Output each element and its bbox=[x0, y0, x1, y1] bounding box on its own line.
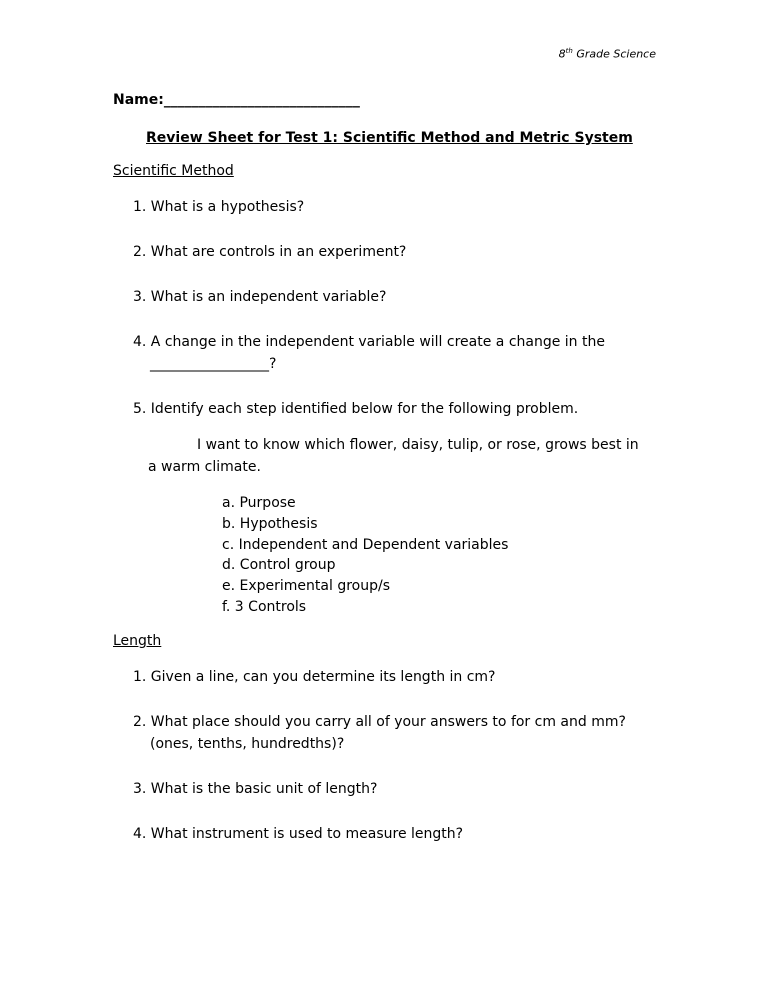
question: 5. Identify each step identified below for the following problem. bbox=[133, 401, 579, 417]
question: 1. What is a hypothesis? bbox=[133, 199, 305, 215]
step-item: d. Control group bbox=[222, 557, 336, 574]
question: 2. What place should you carry all of your answers to for cm and mm? bbox=[133, 714, 626, 730]
question-blank: _________________? bbox=[150, 356, 277, 372]
name-field bbox=[113, 92, 360, 108]
name-label: Name: bbox=[113, 92, 164, 108]
section-heading-scientific-method: Scientific Method bbox=[113, 163, 234, 179]
problem-text: a warm climate. bbox=[148, 459, 261, 475]
question: 2. What are controls in an experiment? bbox=[133, 244, 407, 260]
page-title: Review Sheet for Test 1: Scientific Method and Metric System bbox=[146, 130, 633, 146]
question: 3. What is an independent variable? bbox=[133, 289, 387, 305]
step-item: e. Experimental group/s bbox=[222, 578, 390, 595]
subject: Grade Science bbox=[572, 47, 656, 61]
name-blank: ____________________________ bbox=[163, 92, 360, 108]
page-header bbox=[559, 47, 656, 61]
step-list bbox=[222, 493, 508, 618]
question: 1. Given a line, can you determine its length in cm? bbox=[133, 669, 496, 685]
question: 4. A change in the independent variable will create a change in the bbox=[133, 334, 605, 350]
question: (ones, tenths, hundredths)? bbox=[150, 736, 345, 752]
grade-number: 8 bbox=[558, 47, 566, 61]
grade-suffix: th bbox=[565, 47, 573, 55]
section-heading-length: Length bbox=[113, 633, 162, 649]
step-item: b. Hypothesis bbox=[222, 515, 318, 532]
question: 3. What is the basic unit of length? bbox=[133, 781, 378, 797]
step-item: f. 3 Controls bbox=[222, 598, 307, 615]
question: 4. What instrument is used to measure length? bbox=[133, 826, 464, 842]
step-item: a. Purpose bbox=[222, 495, 296, 511]
step-item: c. Independent and Dependent variables bbox=[222, 536, 509, 553]
problem-text: I want to know which flower, daisy, tulip, or rose, grows best in bbox=[197, 437, 639, 453]
